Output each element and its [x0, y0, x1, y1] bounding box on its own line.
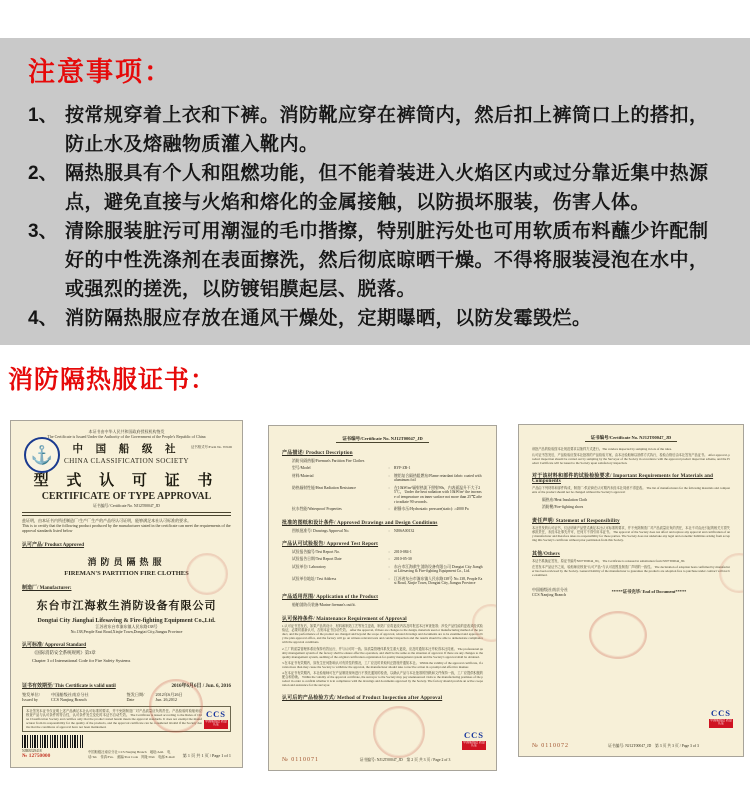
- certificate-number: 证书编号/ Certificate No. NJ12T00047_JD: [93, 504, 160, 508]
- spec-label: 图纸批准号/ Drawings Approval No.: [292, 528, 350, 533]
- product-name-en: FIREMAN'S PARTITION FIRE CLOTHES: [64, 569, 189, 577]
- colon: :: [388, 507, 390, 512]
- certificate-page-2: [268, 425, 497, 771]
- spec-row: [292, 557, 483, 562]
- colon: :: [388, 576, 390, 581]
- spec-label: 试验报告编号/Test Report No.: [292, 549, 340, 554]
- notice-item: [28, 217, 722, 304]
- valid-until-value: 2016年6月6日 / Jun. 6, 2016: [171, 683, 231, 689]
- spec-row: [292, 577, 483, 587]
- ccs-logo-text: CCS: [463, 730, 484, 740]
- certificate-serial: № 0110072: [532, 743, 570, 749]
- product-line: 消防员隔热服/Fireman's Partition Fire Clothes: [292, 459, 365, 463]
- issued-by-cn: 中国船级社南京分社: [51, 691, 89, 697]
- barcode-subtext: NJRB329418: [22, 749, 42, 753]
- spec-value: RYF-ZR-1: [394, 466, 411, 471]
- certificates-section-title: 消防隔热服证书：: [8, 366, 217, 394]
- issued-by-label: 签发单位/ Issued by: [22, 691, 40, 703]
- others-paragraph: 在签发本产品证书之前，验船师应核查“认可产品”与认可范围及制造厂声明的一致性。 The declaration of adoption been confirmed by manufacturer has been reviewed by the Society. General liability of the manufacturer to guarantee the products are adoption free to purchase under contract will not be examined.: [532, 564, 730, 577]
- spec-value: 2010-084-1: [394, 549, 412, 554]
- ccs-logo: [204, 710, 228, 729]
- certificate-number-header: [282, 436, 483, 442]
- notice-section: [0, 38, 750, 345]
- product-name-cn: 消防员隔热服: [87, 556, 166, 567]
- ccs-logo-red-band: 中国船级社 质量认证: [204, 720, 228, 729]
- sampling-paragraph: 该批产品的检验按本社规范要求以抽样方式进行。The vendors inspected by sampling in lots of the rules.: [532, 447, 672, 451]
- society-name-en: CHINA CLASSIFICATION SOCIETY: [63, 457, 189, 465]
- spec-value: 江苏省东台市溱东镇人民东路138号 No.138, People East Road, Xinjie Town, Dongtai City, Jiangsu Province: [394, 576, 483, 586]
- section-maintenance: 认可保持条件/ Maintenance Requirement of Approval: [282, 617, 407, 623]
- page-indicator: 证书编号: NJ12T00047_JD 第 3 页 共 3 页 / Page 3 of 3: [608, 744, 699, 748]
- issued-by-en: CCS Nanjing Branch: [51, 697, 87, 703]
- materials-paragraph: 产品由下列材料和部件构成，制造厂/供应商在认可期内未经本社同意不得更改。 The list of manufacturers for the following materials and components of the product should not be changed without the Society's approval:: [532, 486, 730, 495]
- spec-label: 试验单位地址/ Test Address: [292, 576, 337, 581]
- approval-standard-label: 认可标准/ Approval Standard: [22, 643, 87, 649]
- certificate-serial: № 0110071: [282, 757, 320, 763]
- inspection-paragraph: 认可证书签发后，产品检验应按本社批准的产品检验方案，由本社验船师以抽样方式执行，检验合格后由本社签发产品证书。 After approval, product inspection should be carried out by sampling by the Surveyor of the Society in accordance with the approved product inspection scheme, and the Product Certificate will be issued to the Society upon satisfactory inspection.: [532, 453, 730, 466]
- ccs-logo-text: CCS: [710, 708, 731, 718]
- ccs-logo-text: CCS: [205, 708, 226, 719]
- issuing-branch-en: CCS Nanjing Branch: [532, 592, 566, 598]
- section-inspection-method: 认可后的产品检验方式/ Method of Product Inspection after Approval: [282, 696, 443, 702]
- certificate-title-en: CERTIFICATE OF TYPE APPROVAL: [41, 491, 212, 502]
- spec-label: 型号/Model: [292, 466, 311, 471]
- material-item: 隔热布/Heat Insulation Cloth: [542, 497, 588, 502]
- ccs-logo: [462, 731, 486, 750]
- spec-value: 东台市江海救生消防设备有限公司 Dongtai City Jianghai Lifesaving & Fire-fighting Equipment Co., Ltd.: [394, 564, 483, 574]
- spec-row: [292, 466, 483, 471]
- spec-label: 试验单位/ Laboratory: [292, 564, 327, 569]
- certificates-row: [10, 420, 744, 771]
- spec-label: 材料/Material: [292, 473, 314, 478]
- colon: :: [388, 549, 390, 554]
- double-rule: [22, 512, 231, 516]
- certificate-serial: № 12750000: [22, 753, 51, 759]
- red-seal-stamp: [589, 611, 647, 659]
- manufacturer-address-cn: 江苏省东台市溱东镇人民东路138号: [95, 623, 158, 629]
- spec-value: 镀铝复合隔热阻燃布/Flame retardant fabric coated with aluminum foil: [394, 473, 482, 483]
- fineprint-text: 本社签发本证书仅证明上述产品满足本社认可标准的要求，并不免除制造厂对产品质量应负的责任。产品检验时验船师应核查产品与认可条件的符合性，认可条件发生变化时本证书自动失效。 The Certificate is issued according to the Rules of China Classification Society and certifies only that the product stated herein meets the approval standards. It does not exempt the manufacturer from its responsibility for the quality of the products, and the approval certificate can be considered invalid if the Society deems that the conditions of approval have not been maintained.: [26, 708, 202, 729]
- notice-item-number: 1、: [28, 105, 58, 126]
- valid-until-label: 证书有效期至/ This Certificate is valid until: [22, 683, 116, 689]
- section-approved-drawings: 批准的图纸和设计条件/ Approved Drawings and Design Conditions: [282, 521, 438, 527]
- certificate-page-3: [518, 424, 744, 757]
- authority-line-en: The Certificate is Issued Under the Authority of the Government of the People's Republic of China: [47, 434, 206, 439]
- red-seal-stamp: [149, 679, 203, 733]
- certificate-number-header: [532, 435, 730, 441]
- notice-item-text: 按常规穿着上衣和下裤。消防靴应穿在裤筒内，然后扣上裤筒口上的搭扣，防止水及熔融物质灌入靴内。: [65, 105, 709, 155]
- colon: :: [388, 528, 390, 533]
- spec-value: 耐静水压/Hydrostatic pressure(static): ≥4000 Pa: [394, 507, 469, 512]
- issue-date-cn: 2012年6月26日: [155, 691, 183, 697]
- section-product-description: 产品描述/ Product Description: [282, 451, 353, 456]
- page-indicator: 第 1 页 共 1 页 / Page 1 of 1: [182, 753, 231, 758]
- notice-item: [28, 101, 722, 159]
- barcode-block: [22, 735, 84, 759]
- notice-item-text: 隔热服具有个人和阻燃功能，但不能着装进入火焰区内或过分靠近集中热源点，避免直接与火焰和熔化的金属接触，以防损坏服装，伤害人体。: [65, 163, 709, 213]
- notice-item-number: 3、: [28, 221, 58, 242]
- spec-row: [292, 474, 483, 484]
- notice-title: 注意事项：: [28, 57, 173, 87]
- notice-item-number: 4、: [28, 308, 58, 329]
- colon: :: [388, 557, 390, 562]
- form-number: 证书格式号/Form No. W9.06: [191, 445, 233, 449]
- section-others: 其他/Others: [532, 551, 560, 557]
- manufacturer-name-en: Dongtai City Jianghai Lifesaving & Fire-fighting Equipment Co.,Ltd.: [37, 617, 216, 624]
- section-statement-of-responsibility: 责任声明/ Statement of Responsibility: [532, 519, 620, 525]
- material-item: 消防靴/Fire-fighting shoes: [542, 505, 584, 510]
- spec-row: [292, 565, 483, 575]
- colon: :: [388, 466, 390, 471]
- ccs-logo-red-band: 中国船级社 质量认证: [709, 719, 733, 728]
- section-test-report: 产品认可试验报告/ Approved Test Report: [282, 542, 379, 548]
- red-seal-stamp: [186, 553, 228, 595]
- ccs-anchor-icon: ⚓: [24, 437, 60, 473]
- end-of-document-line: *****证书完毕/ End of Document*****: [611, 589, 687, 595]
- notice-item: [28, 159, 722, 217]
- others-line: 本证书系换证签发，原证书编号NJ07T00044_JD。 The Certificate is reissued in substitution from NJ07T00044_JD.: [532, 558, 686, 563]
- responsibility-paragraph: 本社签发的认可证书，仅证明该产品型式满足本社认可标准的要求，并不免除制造厂对产品质量应负的责任，本社不对由此引起的相关方损失承担责任，未经本社事先许可，任何方不得引用本证书。 The approval of the Society does not affect and replace any approval and certification of any manufacturer and therefore takes no responsibility for those parties. The Society does not undertake any legal and economic liabilities arising from accepting this Society's certificate without prior permission from this Society.: [532, 526, 730, 543]
- spec-label: 防热辐射性能/Heat Radiation Resistance: [292, 485, 356, 490]
- issue-date-en: Jun. 26,2012: [155, 697, 178, 703]
- certificate-number: 证书编号/Certificate No. NJ12T00047_JD: [336, 436, 429, 443]
- maintenance-paragraph: 1.认可证书签发后，如果产品的设计、材料和制造工艺等发生更改，制造厂应将更改内容及时报送本社审查批准；涉及产品性能的更改须经试验验证，必要时重新认可，否则本证书自动失效。 After the approval, if there are changes to the design, materials used or manufacturing method of the product, and the performance of the product are changed and beyond the scope of approval, related drawings and documents are to be examined and approved by the plan approval office, and the factory will go on witness relevant tests and conduct inspection and the results should be able to demonstrate compliance with the approval conditions.: [282, 624, 483, 645]
- issuing-branch-cn: 中国船级社南京分社: [532, 586, 568, 592]
- maintenance-paragraph: 3.在本证书有效期内，如发生任何影响认可有效性的情况，工厂应及时采取纠正措施并通知本社。 Within the validity of the approval certificate, if events more than may cause the Society to withdraw the approval, the manufacturer should take corrective action in a prompt and effective manner.: [282, 660, 483, 669]
- issuing-branch-block: [532, 587, 730, 597]
- ccs-logo-red-band: 中国船级社 质量认证: [462, 741, 486, 750]
- manufacturer-label: 制造厂/ Manufacturer:: [22, 585, 72, 591]
- issue-date-label: 签发日期/ Date: [126, 691, 145, 703]
- product-approved-label: 认可产品/ Product Approved: [22, 542, 85, 548]
- barcode: [22, 735, 84, 748]
- maintenance-paragraph: 2.工厂的质量管理体系应保持有效运行，并与认可时一致。如质量管理体系发生重大更改，应及时通知本社并取得本社同意。 The professional quality management system of the factory shall be ensure effective operation, and shall be the same as the situation of approval. If there are any changes to the quality management system, auditing of the original certification organization for quality management system and the Society's approval shall be obtained.: [282, 646, 483, 659]
- spec-row: [292, 486, 483, 505]
- certify-statement-en: This is to certify that the following product produced by the manufacturer stated in the certificate can meet the requirements of the approval standards listed below: [22, 523, 231, 534]
- section-application: 产品适用范围/ Application of the Product: [282, 595, 379, 601]
- certificate-page-1: [10, 420, 243, 768]
- spec-value: 2010-05-30: [394, 557, 412, 562]
- application-line: 船舶消防员装备/Marine fireman's outfit.: [292, 603, 356, 608]
- issued-by-value: [51, 692, 89, 703]
- approval-standard-en: Chapter 3 of International Code for Fire Safety Systems: [32, 658, 131, 664]
- ccs-logo: [709, 709, 733, 728]
- spec-label: 试验报告日期/Test Report Date: [292, 557, 342, 562]
- spec-row: [292, 529, 483, 534]
- manufacturer-address-en: No.138,People East Road,Xinjie Town,Dongtai City,Jiangsu Province: [70, 629, 183, 635]
- spec-value: 在10kW/m²辐射热流下照射90s，内表面温升不大于25℃。 Under the heat radiation with 10kW/m² the increase of temperature on inner surface not more than 25℃ after irradiate 90 seconds.: [394, 485, 482, 505]
- notice-item-text: 清除服装脏污可用潮湿的毛巾揩擦，特别脏污处也可用软质布料蘸少许配制好的中性洗涤剂在表面擦洗，然后彻底晾晒干燥。不得将服装浸泡在水中，或强烈的搓洗，以防镀铝膜起层、脱落。: [65, 221, 709, 300]
- spec-row: [292, 550, 483, 555]
- maintenance-paragraph: 4.在本证书有效期内，本社验船师可在产品制造现场进行不预先通知的检查，以确认产品与本社批准的图纸和文件保持一致，工厂应提供积极的配合和协助。 Within the validity of the approval certificate, the surveyor to the Society may pay unannounced visits to the manufacturing premises of the product in order to confirm whether it is in compliance with the drawings and documents approved by the Society. The factory should provide an active cooperation and assistance for the surveyor.: [282, 670, 483, 688]
- notice-item-text: 消防隔热服应存放在通风干燥处，定期曝晒，以防发霉毁烂。: [65, 308, 592, 329]
- certify-statement-cn: 兹证明，由本证书内所述制造厂/生产厂生产的产品经认可证明，能够满足本社认可标准的要求。: [22, 518, 192, 523]
- notice-item: [28, 304, 722, 333]
- manufacturer-name-cn: 东台市江海救生消防设备有限公司: [36, 599, 217, 612]
- page-indicator: 证书编号: NJ12T00047_JD 第 2 页 共 3 页 / Page 2 of 3: [359, 758, 451, 762]
- society-name-cn: 中 国 船 级 社: [72, 444, 181, 455]
- notice-item-number: 2、: [28, 163, 58, 184]
- certificate-number: 证书编号/Certificate No. NJ12T00047_JD: [585, 435, 678, 442]
- spec-row: [292, 507, 483, 512]
- spec-value: NJ06A00132: [394, 528, 415, 533]
- certificate-title-cn: 型 式 认 可 证 书: [33, 473, 220, 489]
- approval-standard-cn: 《国际消防安全系统规则》第3章: [32, 650, 96, 656]
- spec-label: 抗水性能/Waterproof Properties: [292, 507, 342, 512]
- red-seal-stamp: [373, 706, 425, 758]
- colon: :: [388, 564, 390, 569]
- authority-line-cn: 本证书由中华人民共和国政府授权机构签发: [88, 429, 165, 434]
- colon: :: [388, 473, 390, 478]
- colon: :: [388, 485, 390, 490]
- section-materials-requirements: 对于该材料和部件的试验检验要求/ Important Requirements for Materials and Components: [532, 474, 714, 485]
- branch-contact-line: 中国船级社南京分社 CCS Nanjing Branch 地址/Add. 电话/Tel. 传真/Fax. 邮编/Post Code 网址/Web 电邮/E-mail: [88, 750, 175, 759]
